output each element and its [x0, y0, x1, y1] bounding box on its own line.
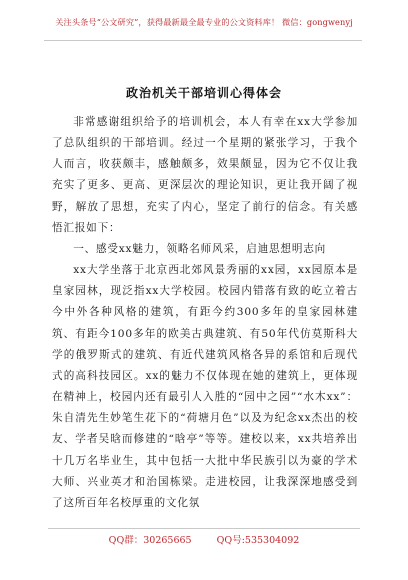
paragraph-intro: 非常感谢组织给予的培训机会，本人有幸在xx大学参加了总队组织的干部培训。经过一个星期的紧张学习，于我个人而言，收获颇丰，感触颇多，效果颇显，因为它不仅让我充实了更多、更高、更深层次的理论知识，更让我开阔了视野，解放了思想，充实了内心，坚定了前行的信念。有关感悟汇报如下： — [52, 116, 358, 234]
document-body — [52, 112, 358, 514]
header-divider — [44, 40, 362, 41]
section-heading: 一、感受xx魅力，领略名师风采，启迪思想明志向 — [73, 242, 327, 255]
document-title: 政治机关干部培训心得体会 — [125, 86, 282, 100]
header-promo-note: 关注头条号“公文研究”，获得最新最全最专业的公文资料库！ 微信：gongwenyj — [55, 17, 353, 27]
footer-qq-number: QQ号:535304092 — [216, 535, 300, 546]
footer-divider — [48, 528, 360, 529]
paragraph-campus: xx大学坐落于北京西北郊风景秀丽的xx园，xx园原本是皇家园林，现泛指xx大学校园。校园内错落有致的屹立着古今中外各种风格的建筑，有距今约300多年的皇家园林建筑、有距今100多年的欧美古典建筑、有50年代仿莫斯科大学的俄罗斯式的建筑、有近代建筑风格各异的系馆和后现代式的高科技园区。xx的魅力不仅体现在她的建筑上，更体现在精神上，校园内还有最引人入胜的“园中之园”“水木xx”：朱自清先生妙笔生花下的“荷塘月色”以及为纪念xx杰出的校友、学者吴晗而修建的“晗亭”等等。建校以来，xx共培养出十几万名毕业生，其中包括一大批中华民族引以为豪的学术大师、兴业英才和治国栋梁。走进校园，让我深深地感受到了这所百年名校厚重的文化氛 — [52, 264, 358, 509]
footer-contact — [0, 532, 408, 546]
footer-qq-group: QQ群：30265665 — [108, 535, 192, 546]
